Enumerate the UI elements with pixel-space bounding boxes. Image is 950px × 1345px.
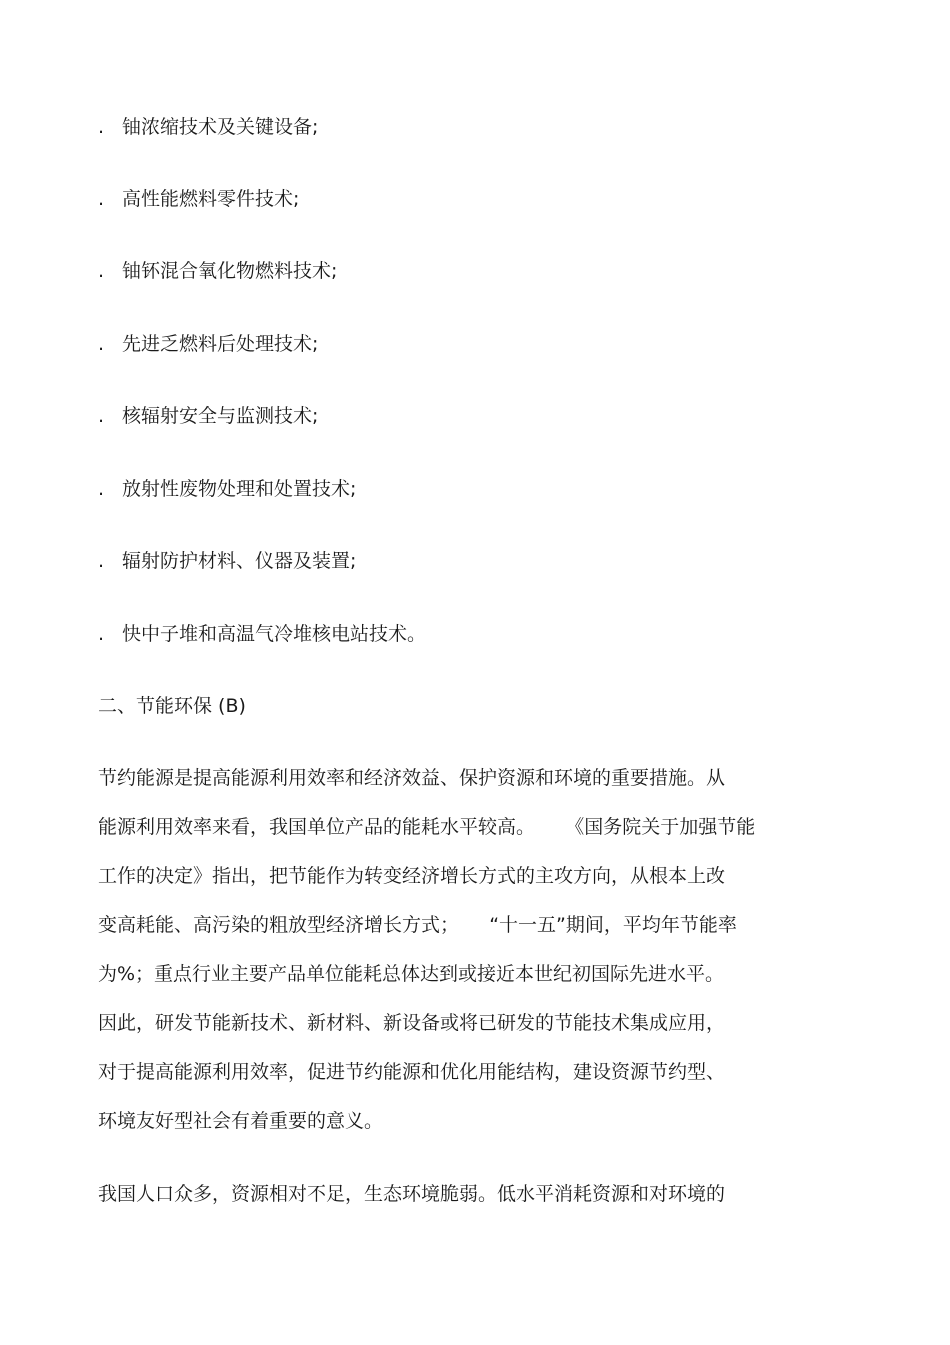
- paragraph-line: 环境友好型社会有着重要的意义。: [98, 1110, 384, 1132]
- list-item: [98, 115, 318, 139]
- paragraph-line: 变高耗能、高污染的粗放型经济增长方式； “十一五”期间，平均年节能率: [98, 914, 737, 936]
- paragraph-line: 节约能源是提高能源利用效率和经济效益、保护资源和环境的重要措施。从: [98, 767, 726, 789]
- list-item-text: 辐射防护材料、仪器及装置;: [122, 550, 357, 572]
- paragraph-line: 因此，研发节能新技术、新材料、新设备或将已研发的节能技术集成应用，: [98, 1012, 726, 1034]
- list-item: [98, 477, 356, 501]
- list-item: [98, 549, 356, 573]
- list-bullet: .: [98, 623, 105, 645]
- list-item-text: 铀钚混合氧化物燃料技术;: [122, 260, 338, 282]
- list-item-text: 铀浓缩技术及关键设备;: [122, 116, 319, 138]
- list-item: [98, 187, 299, 211]
- list-item: [98, 404, 318, 428]
- list-item: [98, 332, 318, 356]
- paragraph-line: 为%；重点行业主要产品单位能耗总体达到或接近本世纪初国际先进水平。: [98, 963, 725, 985]
- section-heading: 二、节能环保 (B): [98, 695, 246, 717]
- list-bullet: .: [98, 116, 105, 138]
- list-item-text: 放射性废物处理和处置技术;: [122, 478, 357, 500]
- paragraph-line: 能源利用效率来看，我国单位产品的能耗水平较高。 《国务院关于加强节能: [98, 816, 756, 838]
- list-item: [98, 622, 426, 646]
- list-item-text: 核辐射安全与监测技术;: [122, 405, 319, 427]
- list-item: [98, 259, 337, 283]
- list-item-text: 快中子堆和高温气冷堆核电站技术。: [122, 623, 427, 645]
- list-bullet: .: [98, 550, 105, 572]
- paragraph-line: 我国人口众多，资源相对不足，生态环境脆弱。低水平消耗资源和对环境的: [98, 1183, 726, 1205]
- list-bullet: .: [98, 260, 105, 282]
- paragraph-line: 工作的决定》指出，把节能作为转变经济增长方式的主攻方向，从根本上改: [98, 865, 726, 887]
- list-item-text: 先进乏燃料后处理技术;: [122, 333, 319, 355]
- list-item-text: 高性能燃料零件技术;: [122, 188, 300, 210]
- list-bullet: .: [98, 333, 105, 355]
- list-bullet: .: [98, 405, 105, 427]
- list-bullet: .: [98, 188, 105, 210]
- list-bullet: .: [98, 478, 105, 500]
- paragraph-line: 对于提高能源利用效率，促进节约能源和优化用能结构，建设资源节约型、: [98, 1061, 726, 1083]
